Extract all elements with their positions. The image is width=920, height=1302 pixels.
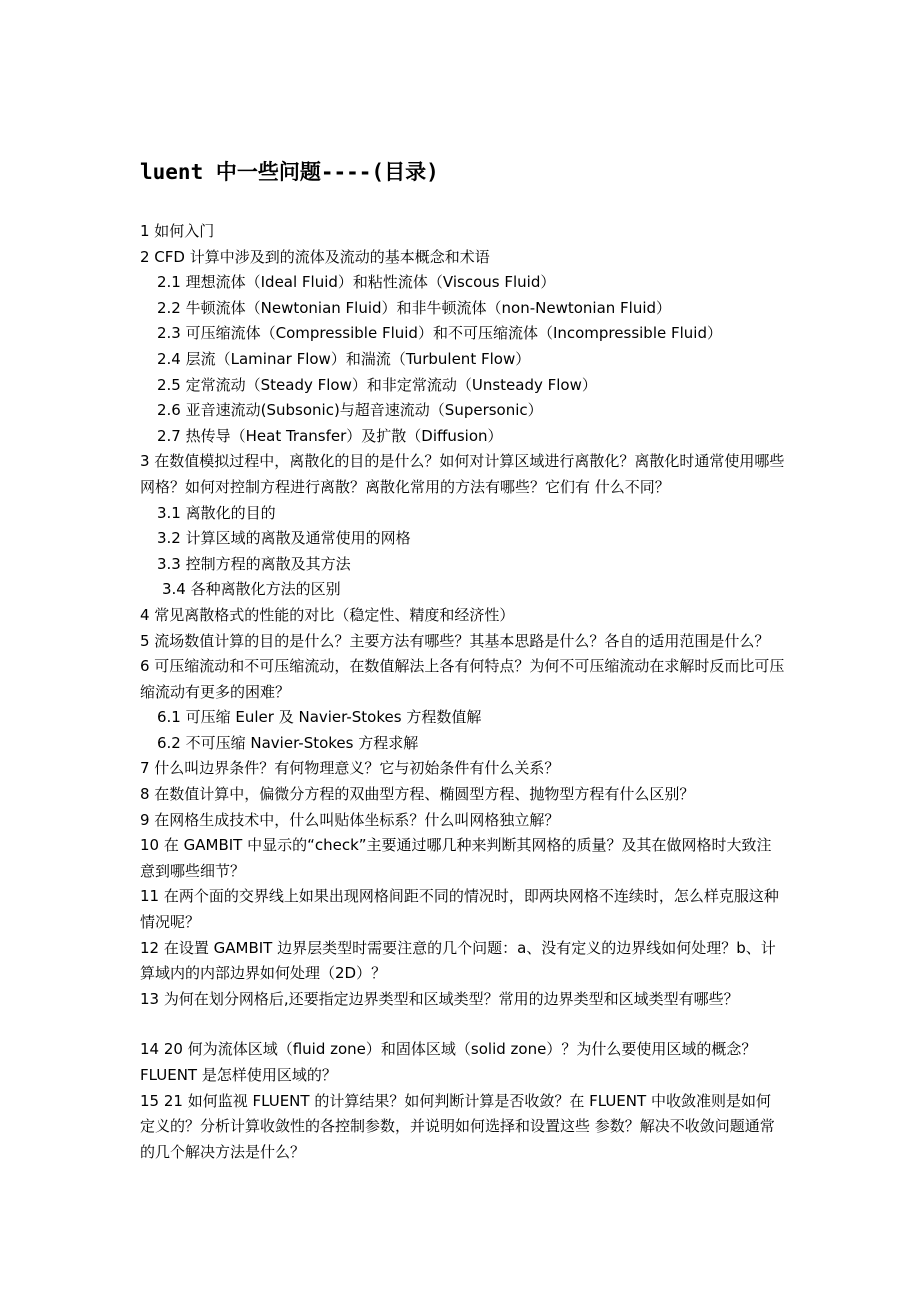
toc-item-2-6: 2.6 亚音速流动(Subsonic)与超音速流动（Supersonic）	[157, 401, 543, 420]
toc-item-2-1: 2.1 理想流体（Ideal Fluid）和粘性流体（Viscous Fluid）	[157, 273, 556, 292]
toc-item-2-4: 2.4 层流（Laminar Flow）和湍流（Turbulent Flow）	[157, 349, 531, 368]
toc-item-5: 5 流场数值计算的目的是什么？主要方法有哪些？其基本思路是什么？各自的适用范围是什么？	[140, 631, 770, 650]
toc-item-11: 11 在两个面的交界线上如果出现网格间距不同的情况时，即两块网格不连续时，怎么样克服这种情况呢？	[140, 887, 779, 932]
toc-item-2-3: 2.3 可压缩流体（Compressible Fluid）和不可压缩流体（Incompressible Fluid）	[157, 324, 722, 343]
toc-item-2-5: 2.5 定常流动（Steady Flow）和非定常流动（Unsteady Flow）	[157, 375, 597, 394]
toc-item-4: 4 常见离散格式的性能的对比（稳定性、精度和经济性）	[140, 605, 515, 624]
toc-item-3-1: 3.1 离散化的目的	[157, 503, 276, 522]
toc-item-10: 10 在 GAMBIT 中显示的“check”主要通过哪几种来判断其网格的质量？及其在做网格时大致注意到哪些细节？	[140, 836, 772, 880]
toc-item-13: 13 为何在划分网格后,还要指定边界类型和区域类型？常用的边界类型和区域类型有哪些？	[140, 989, 739, 1008]
toc-item-3-2: 3.2 计算区域的离散及通常使用的网格	[157, 529, 411, 548]
table-of-contents	[140, 219, 785, 1165]
toc-item-7: 7 什么叫边界条件？有何物理意义？它与初始条件有什么关系？	[140, 759, 560, 778]
toc-item-2-7: 2.7 热传导（Heat Transfer）及扩散（Diffusion）	[157, 426, 503, 445]
toc-item-9: 9 在网格生成技术中，什么叫贴体坐标系？什么叫网格独立解？	[140, 810, 560, 829]
toc-item-8: 8 在数值计算中，偏微分方程的双曲型方程、椭圆型方程、抛物型方程有什么区别？	[140, 785, 695, 804]
toc-item-2: 2 CFD 计算中涉及到的流体及流动的基本概念和术语	[140, 247, 490, 266]
toc-item-3: 3 在数值模拟过程中，离散化的目的是什么？如何对计算区域进行离散化？离散化时通常使用哪些网格？如何对控制方程进行离散？离散化常用的方法有哪些？它们有 什么不同？	[140, 452, 785, 496]
toc-item-2-2: 2.2 牛顿流体（Newtonian Fluid）和非牛顿流体（non-Newtonian Fluid）	[157, 298, 672, 317]
toc-item-3-3: 3.3 控制方程的离散及其方法	[157, 554, 351, 573]
toc-item-6-2: 6.2 不可压缩 Navier-Stokes 方程求解	[157, 733, 419, 752]
toc-item-14: 14 20 何为流体区域（fluid zone）和固体区域（solid zone）？为什么要使用区域的概念？FLUENT 是怎样使用区域的？	[140, 1040, 757, 1084]
toc-item-6-1: 6.1 可压缩 Euler 及 Navier-Stokes 方程数值解	[157, 708, 482, 727]
document-title: luent 中一些问题----(目录)	[140, 160, 439, 184]
toc-item-1: 1 如何入门	[140, 222, 215, 240]
toc-item-3-4: 3.4 各种离散化方法的区别	[162, 580, 341, 599]
toc-item-12: 12 在设置 GAMBIT 边界层类型时需要注意的几个问题：a、没有定义的边界线如何处理？b、计算域内的内部边界如何处理（2D）？	[140, 938, 776, 983]
toc-item-6: 6 可压缩流动和不可压缩流动，在数值解法上各有何特点？为何不可压缩流动在求解时反而比可压缩流动有更多的困难？	[140, 657, 785, 701]
toc-item-15: 15 21 如何监视 FLUENT 的计算结果？如何判断计算是否收敛？在 FLUENT 中收敛准则是如何定义的？分析计算收敛性的各控制参数，并说明如何选择和设置这些 参数？解决不收敛问题通常的几个解决方法是什么？	[140, 1091, 775, 1161]
